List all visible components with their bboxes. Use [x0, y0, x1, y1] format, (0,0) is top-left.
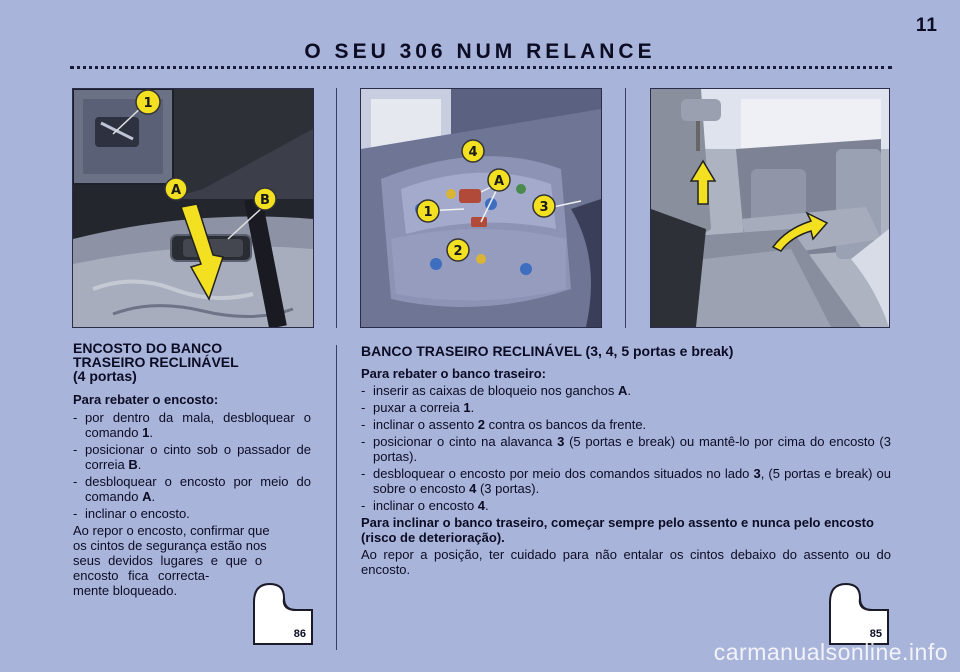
left-heading-line-3: (4 portas): [73, 368, 137, 384]
list-item: - inclinar o encosto.: [73, 506, 311, 521]
left-heading-line-2: TRASEIRO RECLINÁVEL: [73, 354, 239, 370]
closing-line: seus devidos lugares e que o: [73, 553, 263, 568]
list-item: - posicionar o cinto sob o passador de correia B.: [73, 442, 311, 472]
left-heading: [73, 341, 323, 383]
label-badge-b: [254, 188, 276, 210]
page-number: 11: [915, 15, 938, 36]
list-item: - puxar a correia 1.: [361, 400, 891, 415]
closing-line: mente bloqueado.: [73, 583, 178, 598]
watermark: carmanualsonline.info: [713, 639, 948, 665]
label-a-text: A: [170, 183, 182, 198]
right-steps-list: [361, 383, 891, 513]
left-subheading: Para rebater o encosto:: [73, 392, 219, 407]
label-badge-1-mid: [417, 200, 439, 222]
left-heading-line-1: ENCOSTO DO BANCO: [73, 340, 223, 356]
label-2-text: 2: [453, 244, 463, 259]
closing-line: encosto fica correcta-: [73, 568, 210, 583]
label-badge-4: [462, 140, 484, 162]
label-badge-3: [533, 195, 555, 217]
right-closing-text: Ao repor a posição, ter cuidado para não entalar os cintos debaixo do assento ou do encosto.: [361, 547, 891, 577]
photo-backrest-latch: [72, 88, 314, 328]
page-title: O SEU 306 NUM RELANCE: [304, 40, 656, 63]
label-badge-1: [136, 90, 160, 114]
right-warning: Para inclinar o banco traseiro, começar sempre pelo assento e nunca pelo encosto (risco de deterioração).: [361, 515, 874, 545]
label-4-text: 4: [468, 145, 478, 160]
closing-line: os cintos de segurança estão nos: [73, 538, 267, 553]
column-divider-mid: [336, 345, 337, 650]
page-reference-number: 85: [869, 628, 882, 640]
label-3-text: 3: [539, 200, 549, 215]
page-reference-number: 86: [293, 628, 306, 640]
list-item: - desbloquear o encosto por meio do comando A.: [73, 474, 311, 504]
title-dotted-rule: [70, 66, 892, 69]
right-subheading: Para rebater o banco traseiro:: [361, 366, 546, 381]
page-reference-86[interactable]: [252, 580, 314, 646]
page-reference-85[interactable]: [828, 580, 890, 646]
list-item: - posicionar o cinto na alavanca 3 (5 portas e break) ou mantê-lo por cima do encosto (3 portas).: [361, 434, 891, 464]
label-badge-2: [447, 239, 469, 261]
column-divider-right: [625, 88, 626, 328]
list-item: - inclinar o encosto 4.: [361, 498, 891, 513]
label-a-mid-text: A: [493, 174, 505, 189]
list-item: - inclinar o assento 2 contra os bancos da frente.: [361, 417, 891, 432]
right-heading: BANCO TRASEIRO RECLINÁVEL (3, 4, 5 portas e break): [361, 343, 734, 359]
left-steps: [73, 410, 311, 598]
label-badge-a-mid: [488, 169, 510, 191]
left-steps-list: [73, 410, 311, 521]
label-badge-a: [165, 178, 187, 200]
list-item: - inserir as caixas de bloqueio nos ganchos A.: [361, 383, 891, 398]
photo-folded-seat: [650, 88, 890, 328]
right-steps: [361, 383, 891, 577]
column-divider-left: [336, 88, 337, 328]
label-b-text: B: [260, 193, 270, 208]
label-1-text: 1: [143, 96, 153, 111]
label-1-mid-text: 1: [423, 205, 433, 220]
photo-rear-seat: [360, 88, 602, 328]
closing-line: Ao repor o encosto, confirmar que: [73, 523, 270, 538]
list-item: - por dentro da mala, desbloquear o comando 1.: [73, 410, 311, 440]
list-item: - desbloquear o encosto por meio dos comandos situados no lado 3, (5 portas e break) ou sobre o encosto 4 (3 portas).: [361, 466, 891, 496]
